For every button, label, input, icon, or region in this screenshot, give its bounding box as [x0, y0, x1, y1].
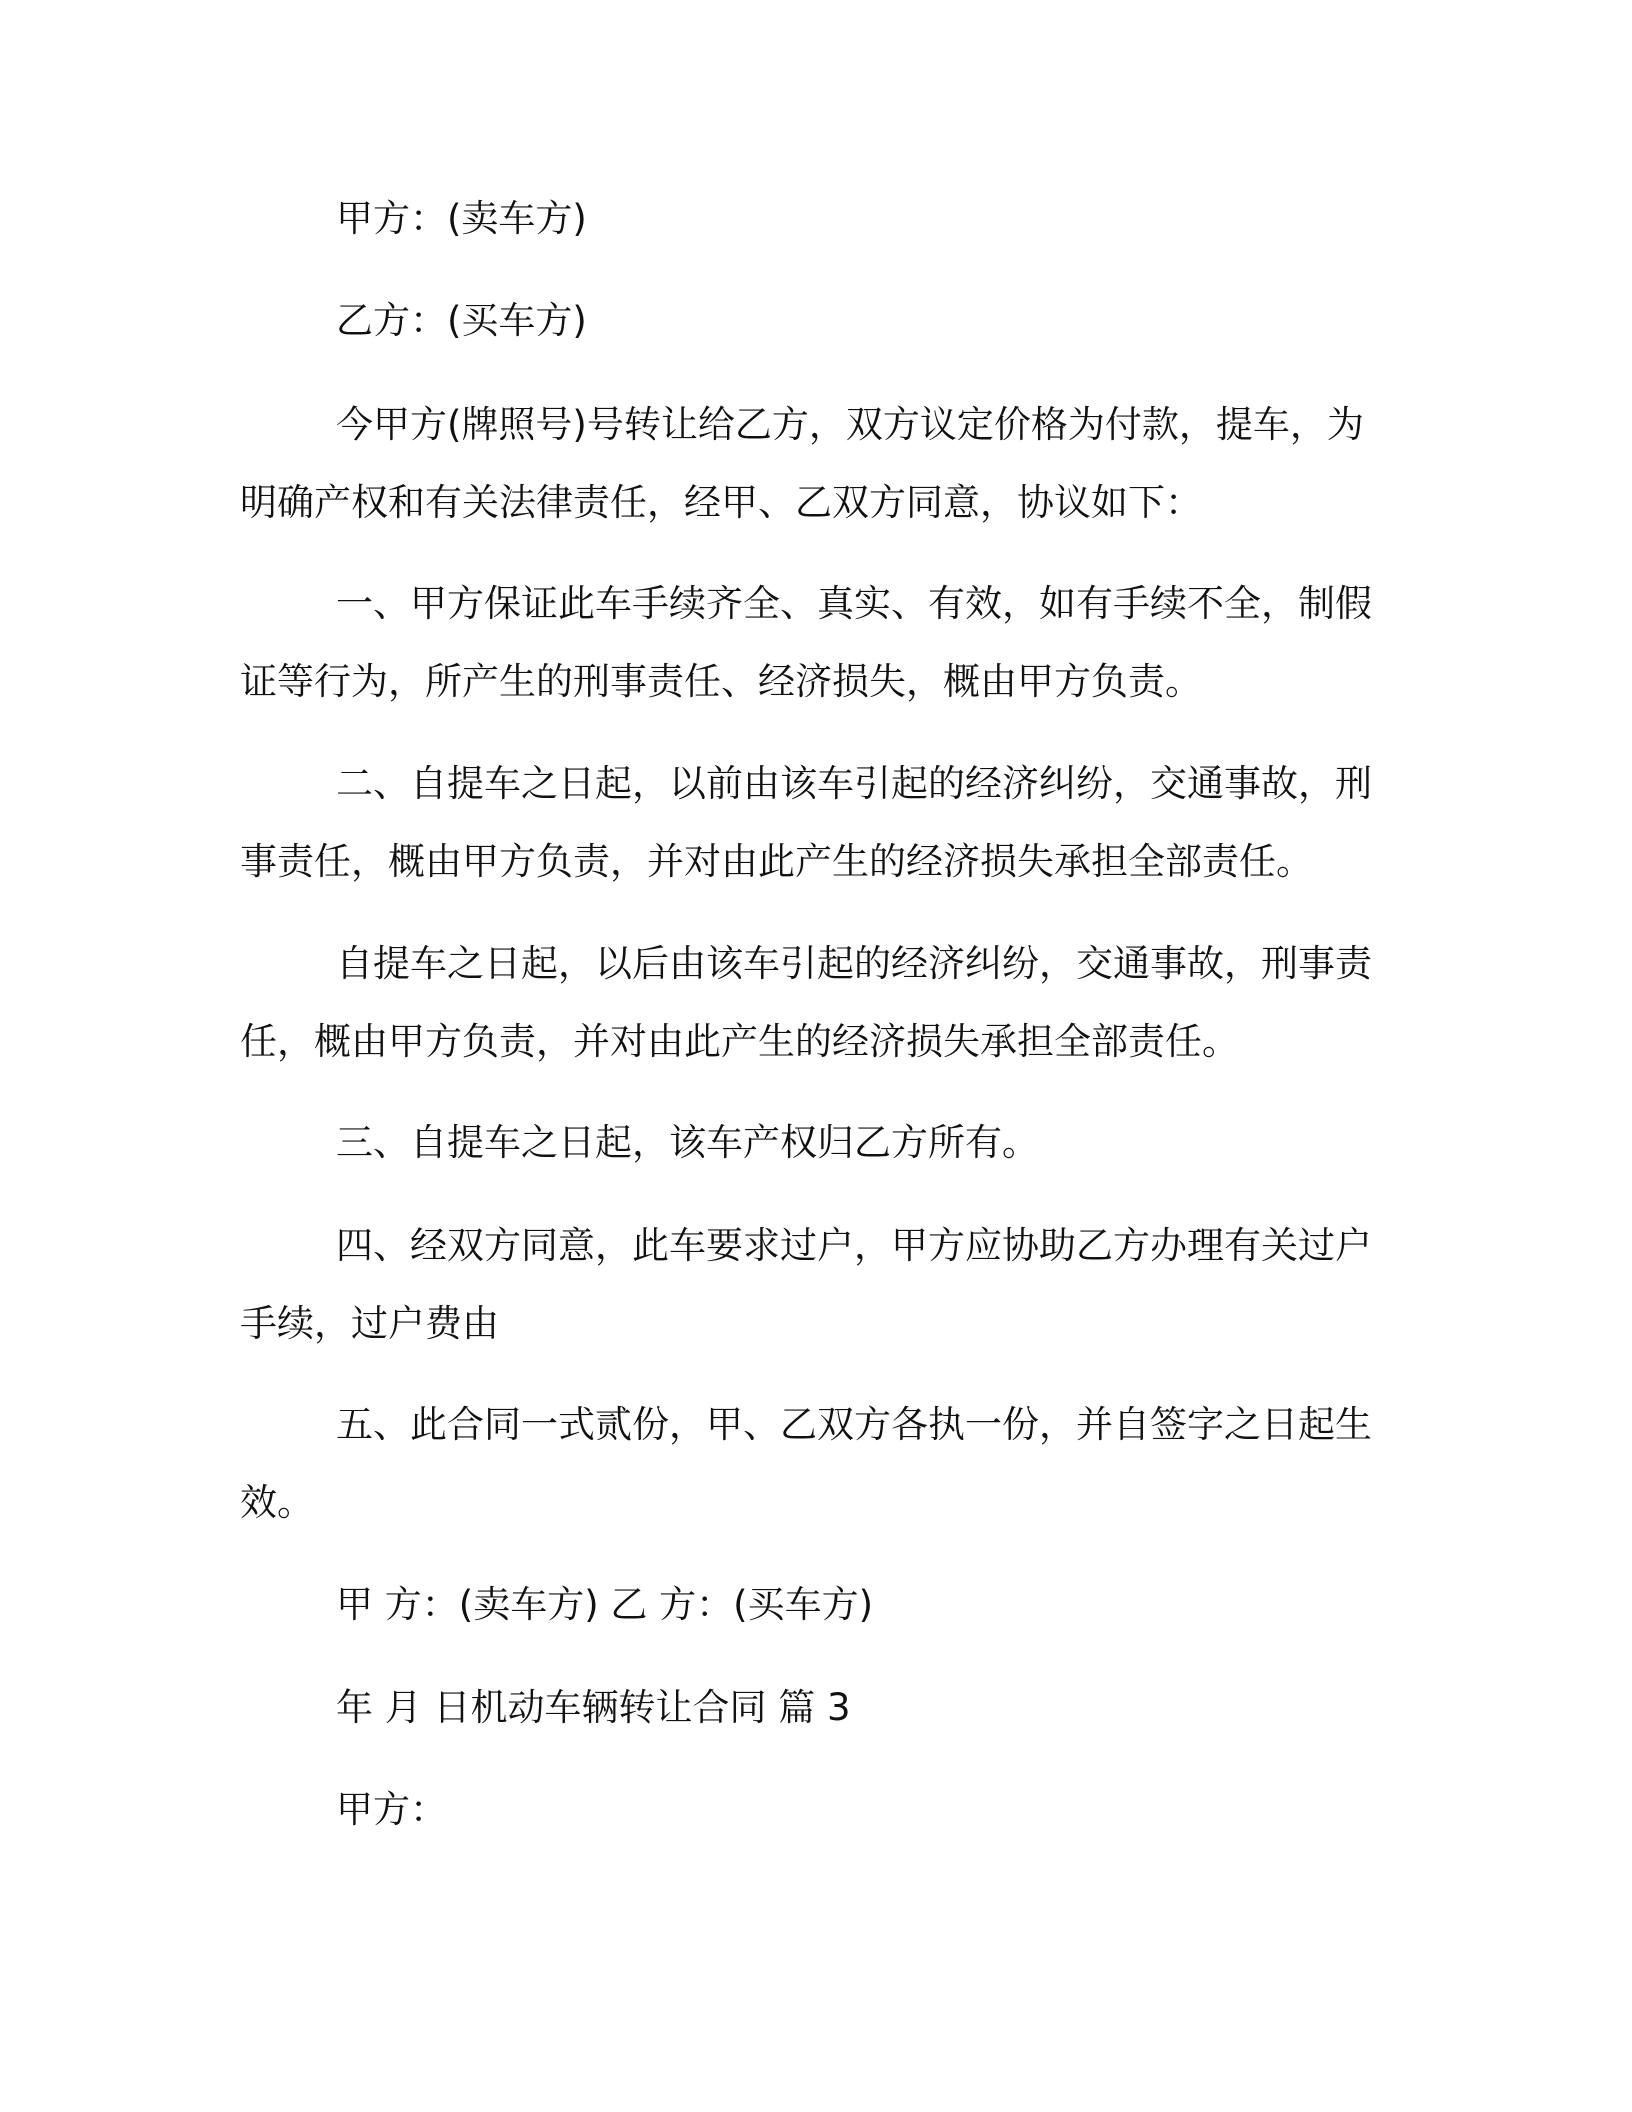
- clause-two-continued: 自提车之日起，以后由该车引起的经济纠纷，交通事故，刑事责任，概由甲方负责，并对由此产生的经济损失承担全部责任。: [240, 942, 1372, 1063]
- clause-two: 二、自提车之日起，以前由该车引起的经济纠纷，交通事故，刑事责任，概由甲方负责，并对由此产生的经济损失承担全部责任。: [240, 762, 1372, 883]
- party-a-seller-line: 甲方：(卖车方): [336, 197, 587, 240]
- clause-four: 四、经双方同意，此车要求过户，甲方应协助乙方办理有关过户手续，过户费由: [240, 1224, 1372, 1345]
- party-b-buyer-line: 乙方：(买车方): [336, 299, 587, 342]
- clause-five: 五、此合同一式贰份，甲、乙双方各执一份，并自签字之日起生效。: [240, 1403, 1372, 1524]
- clause-three: 三、自提车之日起，该车产权归乙方所有。: [336, 1121, 1039, 1164]
- date-and-section-title: 年 月 日机动车辆转让合同 篇 3: [336, 1686, 851, 1729]
- intro-paragraph: 今甲方(牌照号)号转让给乙方，双方议定价格为付款，提车，为明确产权和有关法律责任，经甲、乙双方同意，协议如下：: [240, 403, 1364, 524]
- signature-line: 甲 方：(卖车方) 乙 方：(买车方): [336, 1583, 874, 1626]
- clause-one: 一、甲方保证此车手续齐全、真实、有效，如有手续不全，制假证等行为，所产生的刑事责任、经济损失，概由甲方负责。: [240, 582, 1372, 703]
- party-a-line: 甲方：: [336, 1788, 447, 1831]
